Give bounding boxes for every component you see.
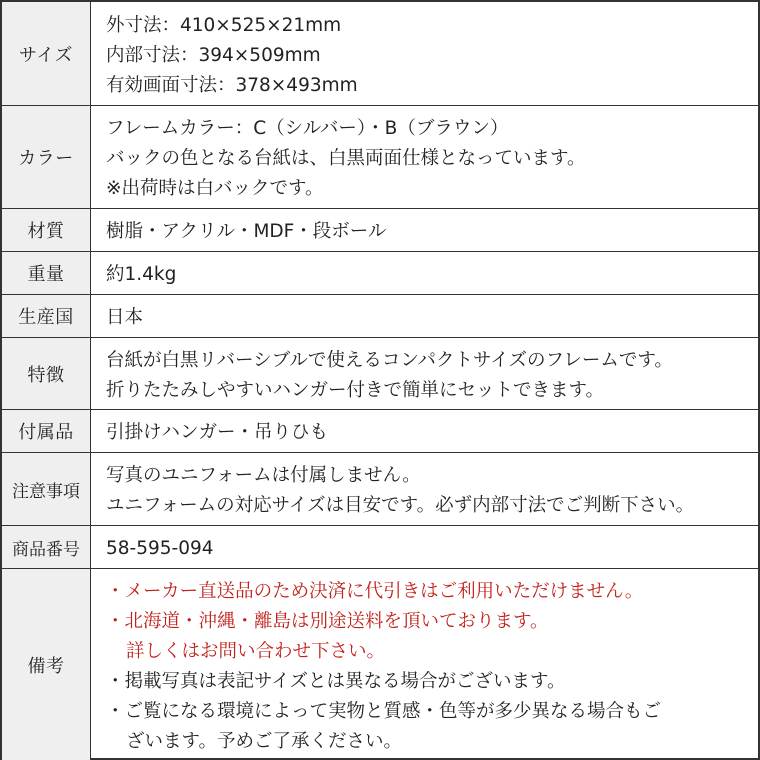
- spec-value-remarks: [91, 569, 758, 760]
- frame-color-options: フレームカラー：C（シルバー）・B（ブラウン）: [106, 118, 509, 139]
- display-area-dimensions: 有効画面寸法：378×493mm: [106, 74, 358, 96]
- weight-text: 約1.4kg: [106, 264, 177, 285]
- spec-label-notes: 注意事項: [2, 453, 91, 525]
- remark-line-warning: ・メーカー直送品のため決済に代引きはご利用いただけません。: [106, 580, 644, 602]
- spec-label-remarks: 備考: [2, 569, 91, 760]
- spec-value-origin: [91, 295, 758, 337]
- spec-row-accessories: [2, 410, 758, 453]
- spec-label-origin: 生産国: [2, 295, 91, 337]
- spec-value-accessories: [91, 410, 758, 452]
- spec-row-origin: [2, 295, 758, 338]
- product-number-text: 58-595-094: [106, 538, 214, 559]
- note-line: 写真のユニフォームは付属しません。: [106, 465, 421, 486]
- spec-row-weight: [2, 252, 758, 295]
- spec-label-material: 材質: [2, 209, 91, 251]
- remark-line: ・掲載写真は表記サイズとは異なる場合がございます。: [106, 670, 566, 692]
- spec-value-size: [91, 2, 758, 105]
- backing-board-note: バックの色となる台紙は、白黒両面仕様となっています。: [106, 148, 586, 169]
- spec-label-size: サイズ: [2, 2, 91, 105]
- spec-row-color: [2, 106, 758, 209]
- spec-value-product-number: [91, 526, 758, 568]
- spec-value-weight: [91, 252, 758, 294]
- feature-line: 台紙が白黒リバーシブルで使えるコンパクトサイズのフレームです。: [106, 349, 673, 371]
- feature-line: 折りたたみしやすいハンガー付きで簡単にセットできます。: [106, 379, 605, 401]
- spec-label-accessories: 付属品: [2, 410, 91, 452]
- spec-label-color: カラー: [2, 106, 91, 208]
- spec-label-features: 特徴: [2, 338, 91, 409]
- inner-dimensions: 内部寸法：394×509mm: [106, 44, 321, 66]
- spec-row-size: [2, 2, 758, 106]
- material-text: 樹脂・アクリル・MDF・段ボール: [106, 221, 387, 242]
- spec-value-material: [91, 209, 758, 251]
- remark-line: ざいます。予めご了承ください。: [126, 730, 403, 752]
- remark-line-warning: 詳しくはお問い合わせ下さい。: [126, 640, 386, 662]
- spec-row-remarks: [2, 569, 758, 760]
- spec-row-product-number: [2, 526, 758, 569]
- origin-text: 日本: [106, 307, 144, 328]
- shipping-color-note: ※出荷時は白バックです。: [106, 178, 324, 199]
- spec-value-color: [91, 106, 758, 208]
- accessories-text: 引掛けハンガー・吊りひも: [106, 422, 329, 443]
- spec-row-material: [2, 209, 758, 252]
- spec-label-weight: 重量: [2, 252, 91, 294]
- remark-line-warning: ・北海道・沖縄・離島は別途送料を頂いております。: [106, 610, 549, 632]
- spec-label-product-number: 商品番号: [2, 526, 91, 568]
- spec-value-features: [91, 338, 758, 409]
- spec-value-notes: [91, 453, 758, 525]
- remark-line: ・ご覧になる環境によって実物と質感・色等が多少異なる場合もご: [106, 700, 662, 722]
- spec-row-features: [2, 338, 758, 410]
- outer-dimensions: 外寸法：410×525×21mm: [106, 14, 342, 36]
- spec-row-notes: [2, 453, 758, 526]
- note-line: ユニフォームの対応サイズは目安です。必ず内部寸法でご判断下さい。: [106, 495, 695, 516]
